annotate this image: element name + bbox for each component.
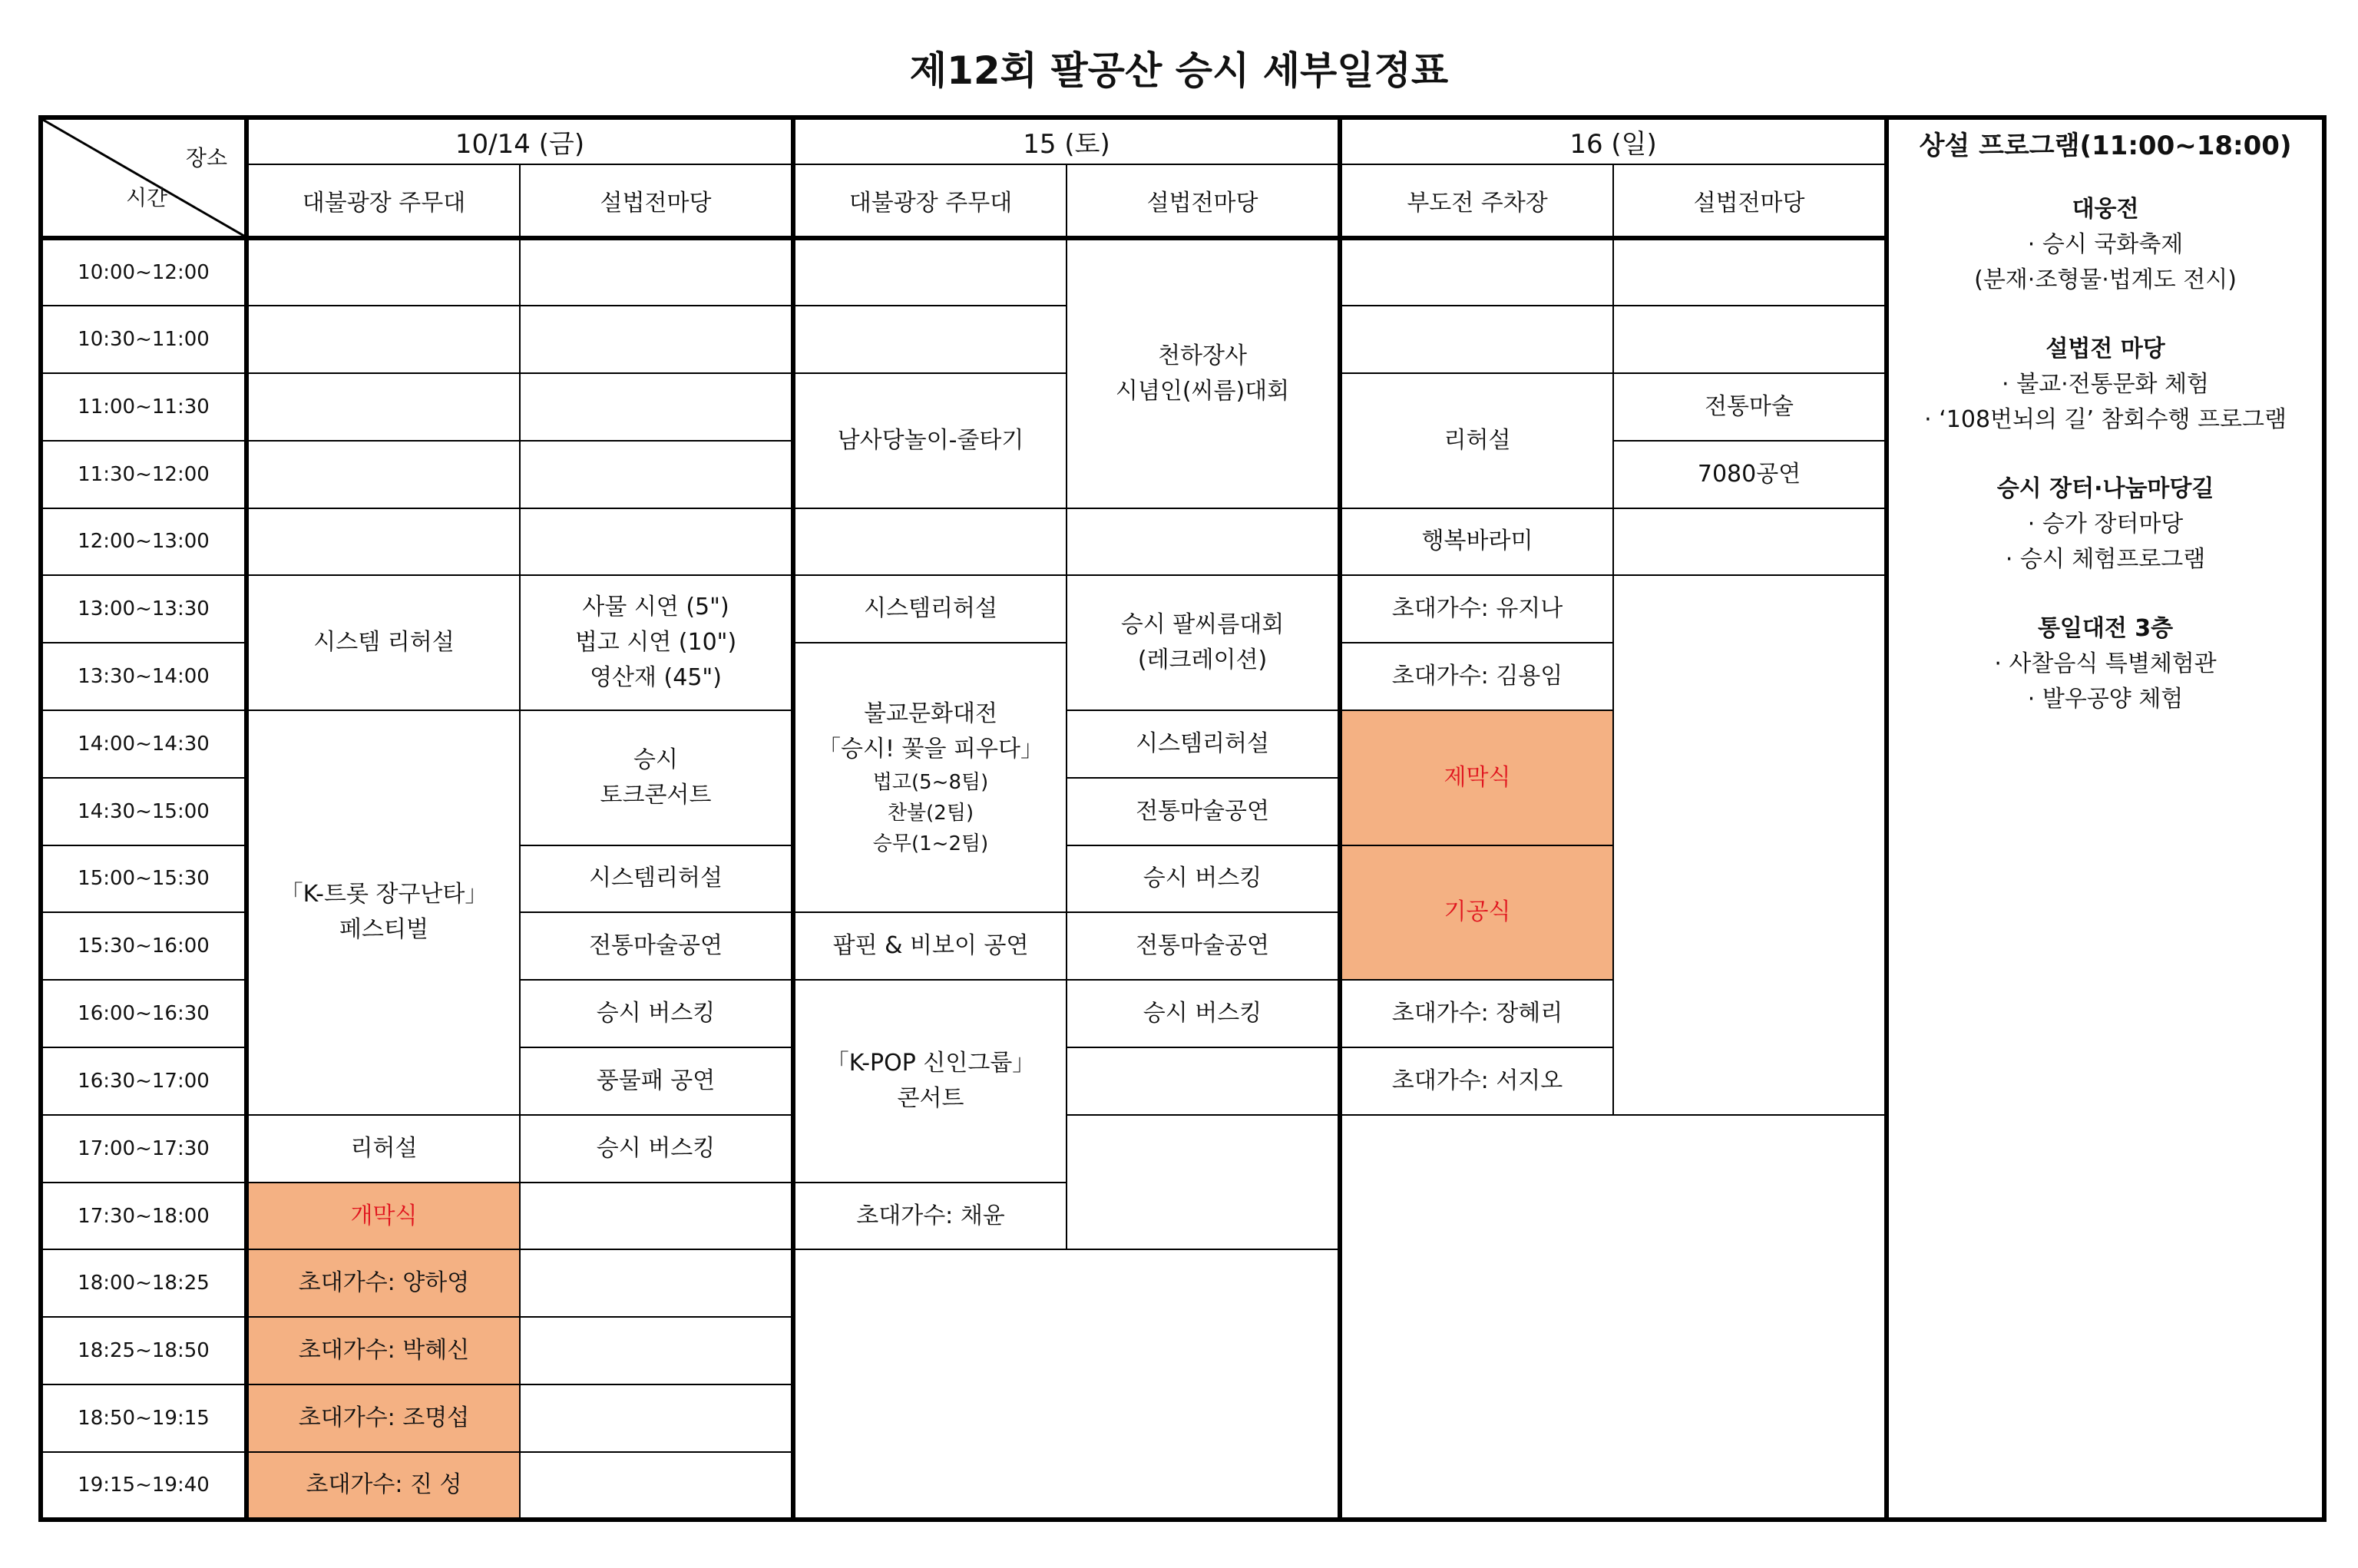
event-line: 불교문화대전 xyxy=(864,700,997,727)
schedule-cell-empty xyxy=(520,373,793,441)
event-line: 「K-트롯 장구난타」 xyxy=(279,881,488,908)
venue-header: 부도전 주차장 xyxy=(1340,164,1613,238)
event-line: 「K-POP 신인그룹」 xyxy=(825,1049,1036,1077)
time-cell: 17:30~18:00 xyxy=(41,1183,246,1250)
event-line: 사물 시연 (5") xyxy=(582,594,729,621)
time-cell: 10:30~11:00 xyxy=(41,306,246,373)
event-guest: 초대가수: 장혜리 xyxy=(1340,980,1613,1047)
day-header-fri: 10/14 (금) xyxy=(246,117,793,164)
event-rehearsal: 리허설 xyxy=(246,1115,520,1183)
time-cell: 11:30~12:00 xyxy=(41,441,246,508)
time-cell: 14:30~15:00 xyxy=(41,778,246,845)
event-line: 승무(1~2팀) xyxy=(872,832,989,855)
event-busking: 승시 버스킹 xyxy=(1067,980,1340,1047)
permanent-item: · 승시 국화축제 xyxy=(2027,231,2184,258)
schedule-sheet xyxy=(38,115,2322,1522)
venue-header: 설법전마당 xyxy=(520,164,793,238)
permanent-item: (분재·조형물·법계도 전시) xyxy=(1974,266,2237,293)
permanent-item: · 사찰음식 특별체험관 xyxy=(1994,650,2217,677)
diagonal-line xyxy=(43,120,244,236)
schedule-cell-empty xyxy=(246,238,520,306)
permanent-group xyxy=(1893,192,2317,298)
permanent-group-head: 대웅전 xyxy=(2072,196,2139,223)
permanent-group xyxy=(1893,471,2317,577)
event-sysreh: 시스템리허설 xyxy=(520,845,793,913)
permanent-group-head: 설법전 마당 xyxy=(2045,336,2165,362)
event-line: 「승시! 꽃을 피우다」 xyxy=(818,735,1043,762)
event-guest: 초대가수: 조명섭 xyxy=(246,1384,520,1452)
time-cell: 13:30~14:00 xyxy=(41,643,246,710)
event-opening: 개막식 xyxy=(246,1183,520,1250)
schedule-cell-empty xyxy=(1613,306,1887,373)
place-label: 장소 xyxy=(185,145,227,170)
event-magic: 전통마술 xyxy=(1613,373,1887,441)
event-line: 시념인(씨름)대회 xyxy=(1115,377,1290,405)
venue-header: 대불광장 주무대 xyxy=(246,164,520,238)
schedule-cell-empty xyxy=(520,1452,793,1520)
schedule-cell-empty xyxy=(1067,1115,1340,1250)
time-cell: 17:00~17:30 xyxy=(41,1115,246,1183)
event-line: 페스티벌 xyxy=(339,916,428,944)
event-popin: 팝핀 & 비보이 공연 xyxy=(793,912,1067,980)
schedule-cell-empty xyxy=(793,1249,1340,1520)
event-line: 승시 xyxy=(633,746,678,773)
day-header-sun xyxy=(1340,117,1887,164)
event-busking: 승시 버스킹 xyxy=(520,980,793,1047)
venue-header: 설법전마당 xyxy=(1613,164,1887,238)
schedule-cell-empty xyxy=(520,1183,793,1250)
event-guest: 초대가수: 양하영 xyxy=(246,1249,520,1317)
event-line: 승시 팔씨름대회 xyxy=(1120,611,1285,639)
schedule-cell-empty xyxy=(520,1384,793,1452)
event-guest: 초대가수: 박혜신 xyxy=(246,1317,520,1384)
event-samul xyxy=(520,575,793,710)
page-title: 제12회 팔공산 승시 세부일정표 xyxy=(909,48,1449,93)
event-guest: 초대가수: 서지오 xyxy=(1340,1047,1613,1115)
permanent-item: · 발우공양 체험 xyxy=(2027,686,2184,713)
time-cell: 10:00~12:00 xyxy=(41,238,246,306)
event-magic: 전통마술공연 xyxy=(1067,778,1340,845)
schedule-cell-empty xyxy=(520,238,793,306)
schedule-cell-empty xyxy=(1613,508,1887,576)
schedule-cell-empty xyxy=(1340,1115,1887,1520)
venue-header: 설법전마당 xyxy=(1067,164,1340,238)
event-happy: 행복바라미 xyxy=(1340,508,1613,576)
time-cell: 12:00~13:00 xyxy=(41,508,246,576)
schedule-cell-empty xyxy=(1340,238,1613,306)
event-busking: 승시 버스킹 xyxy=(520,1115,793,1183)
event-line: 찬불(2팀) xyxy=(887,801,974,825)
event-system-rehearsal: 시스템 리허설 xyxy=(246,575,520,710)
schedule-cell-empty xyxy=(1340,306,1613,373)
event-magic: 전통마술공연 xyxy=(520,912,793,980)
time-cell: 15:00~15:30 xyxy=(41,845,246,913)
event-7080: 7080공연 xyxy=(1613,441,1887,508)
schedule-cell-empty xyxy=(520,441,793,508)
event-ktrot xyxy=(246,710,520,1115)
event-jemak: 제막식 xyxy=(1340,710,1613,845)
event-busking: 승시 버스킹 xyxy=(1067,845,1340,913)
schedule-cell-empty xyxy=(246,441,520,508)
time-cell: 16:30~17:00 xyxy=(41,1047,246,1115)
schedule-cell-empty xyxy=(246,306,520,373)
time-cell: 16:00~16:30 xyxy=(41,980,246,1047)
time-cell: 15:30~16:00 xyxy=(41,912,246,980)
schedule-cell-empty xyxy=(246,508,520,576)
event-gigong: 기공식 xyxy=(1340,845,1613,981)
event-line: 법고(5~8팀) xyxy=(872,770,989,794)
schedule-cell-empty xyxy=(1067,508,1340,576)
schedule-cell-empty xyxy=(520,508,793,576)
time-cell: 18:50~19:15 xyxy=(41,1384,246,1452)
schedule-cell-empty xyxy=(793,238,1067,306)
event-guest: 초대가수: 김용임 xyxy=(1340,643,1613,710)
schedule-cell-empty xyxy=(1613,575,1887,1115)
event-pungmul: 풍물패 공연 xyxy=(520,1047,793,1115)
corner-header xyxy=(41,117,246,238)
permanent-title: 상설 프로그램(11:00~18:00) xyxy=(1919,131,2292,161)
schedule-cell-empty xyxy=(1613,238,1887,306)
event-palssireum xyxy=(1067,575,1340,710)
permanent-group-head: 통일대전 3층 xyxy=(2037,615,2174,642)
schedule-cell-empty xyxy=(520,306,793,373)
time-label: 시간 xyxy=(126,185,168,210)
permanent-group xyxy=(1893,611,2317,717)
permanent-item: · 승시 체험프로그램 xyxy=(2005,546,2206,573)
event-guest: 초대가수: 채윤 xyxy=(793,1183,1067,1250)
event-kpop xyxy=(793,980,1067,1182)
event-line: (레크레이션) xyxy=(1137,647,1268,674)
event-line: 영산재 (45") xyxy=(590,664,722,692)
permanent-item: · 불교·전통문화 체험 xyxy=(2002,371,2210,398)
event-line: 천하장사 xyxy=(1158,342,1247,369)
day-header-sat: 15 (토) xyxy=(793,117,1340,164)
event-namsadang: 남사당놀이-줄타기 xyxy=(793,373,1067,508)
event-buddhist-festival xyxy=(793,643,1067,912)
permanent-program xyxy=(1887,117,2324,1520)
permanent-item: · ‘108번뇌의 길’ 참회수행 프로그램 xyxy=(1924,406,2287,433)
schedule-cell-empty xyxy=(793,306,1067,373)
schedule-table xyxy=(38,115,2327,1522)
venue-header: 대불광장 주무대 xyxy=(793,164,1067,238)
event-sysreh: 시스템리허설 xyxy=(1067,710,1340,778)
event-sysreh: 시스템리허설 xyxy=(793,575,1067,643)
event-ssireum xyxy=(1067,238,1340,508)
event-guest: 초대가수: 유지나 xyxy=(1340,575,1613,643)
schedule-cell-empty xyxy=(246,373,520,441)
time-cell: 18:25~18:50 xyxy=(41,1317,246,1384)
schedule-cell-empty xyxy=(1067,1047,1340,1115)
event-rehearsal: 리허설 xyxy=(1340,373,1613,508)
schedule-cell-empty xyxy=(520,1317,793,1384)
permanent-item: · 승가 장터마당 xyxy=(2027,511,2184,538)
time-cell: 11:00~11:30 xyxy=(41,373,246,441)
schedule-cell-empty xyxy=(520,1249,793,1317)
event-talk-concert xyxy=(520,710,793,845)
permanent-group xyxy=(1893,332,2317,438)
day-header-sun-label: 16 (일) xyxy=(1569,129,1657,160)
time-cell: 18:00~18:25 xyxy=(41,1249,246,1317)
permanent-group-head: 승시 장터·나눔마당길 xyxy=(1996,475,2214,502)
event-line: 토크콘서트 xyxy=(600,781,712,809)
schedule-cell-empty xyxy=(793,508,1067,576)
time-cell: 13:00~13:30 xyxy=(41,575,246,643)
event-line: 콘서트 xyxy=(897,1084,964,1112)
event-magic: 전통마술공연 xyxy=(1067,912,1340,980)
event-guest: 초대가수: 진 성 xyxy=(246,1452,520,1520)
time-cell: 19:15~19:40 xyxy=(41,1452,246,1520)
time-cell: 14:00~14:30 xyxy=(41,710,246,778)
event-line: 법고 시연 (10") xyxy=(574,629,737,657)
